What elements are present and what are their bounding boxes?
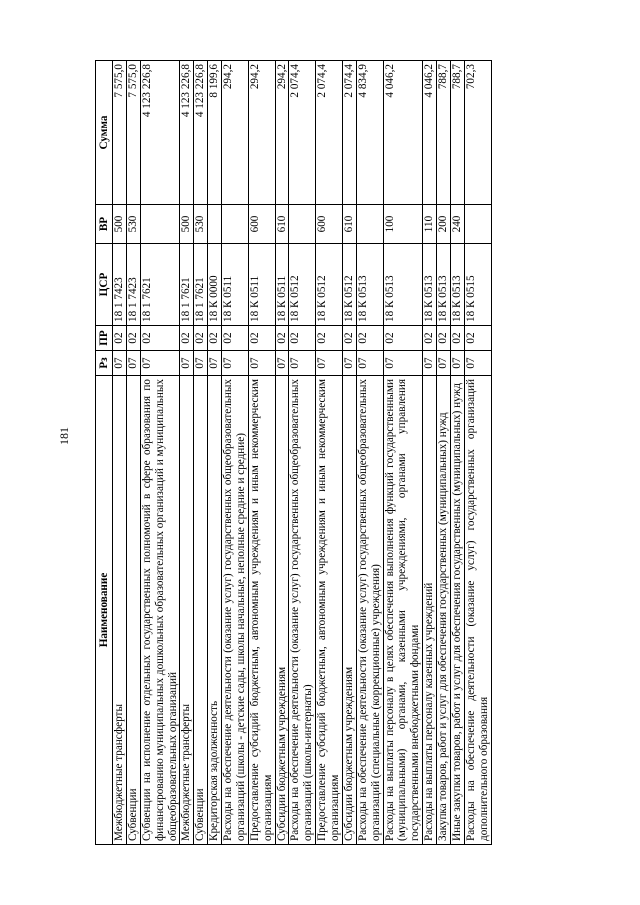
row-rz: 07: [140, 351, 180, 376]
row-rz: 07: [180, 351, 194, 376]
row-vr: [289, 205, 316, 244]
header-name: Наименование: [96, 376, 113, 845]
row-pr: 02: [342, 326, 356, 351]
row-name: Межбюджетные трансферты: [113, 376, 127, 845]
row-name: Субвенции: [126, 376, 140, 845]
table-row: [464, 61, 491, 845]
row-csr: 18 К 0512: [342, 244, 356, 326]
row-csr: 18 К 0511: [248, 244, 275, 326]
row-pr: 02: [316, 326, 343, 351]
table-row: [437, 61, 451, 845]
row-rz: 07: [289, 351, 316, 376]
row-csr: 18 К 0512: [316, 244, 343, 326]
row-name: Межбюджетные трансферты: [180, 376, 194, 845]
row-vr: [140, 205, 180, 244]
row-vr: 600: [248, 205, 275, 244]
row-vr: [208, 205, 222, 244]
row-vr: [464, 205, 491, 244]
row-vr: 600: [316, 205, 343, 244]
row-rz: 07: [450, 351, 464, 376]
row-name: Субвенции на исполнение отдельных государственных полномочий в сфере образования по финансированию муниципальных дошкольных образовательных организаций и муниципальных общеобразовательных организаций: [140, 376, 180, 845]
row-pr: 02: [194, 326, 208, 351]
row-name: Кредиторская задолженность: [208, 376, 222, 845]
table-row: [316, 61, 343, 845]
header-rz: Рз: [96, 351, 113, 376]
row-pr: 02: [113, 326, 127, 351]
row-rz: 07: [248, 351, 275, 376]
row-sum: 788,7: [437, 61, 451, 205]
row-name: Субсидии бюджетным учреждениям: [342, 376, 356, 845]
table-row: [342, 61, 356, 845]
header-csr: ЦСР: [96, 244, 113, 326]
row-vr: [222, 205, 249, 244]
table-row: [450, 61, 464, 845]
row-rz: 07: [126, 351, 140, 376]
row-pr: 02: [222, 326, 249, 351]
table-row: [248, 61, 275, 845]
table-row: [208, 61, 222, 845]
row-pr: 02: [248, 326, 275, 351]
row-name: Субсидии бюджетным учреждениям: [275, 376, 289, 845]
rotated-page-content: [95, 61, 604, 845]
row-pr: 02: [289, 326, 316, 351]
row-name: Расходы на обеспечение деятельности (оказание услуг) государственных организаций дополнительного образования: [464, 376, 491, 845]
row-vr: 610: [275, 205, 289, 244]
row-vr: 240: [450, 205, 464, 244]
row-sum: 702,3: [464, 61, 491, 205]
row-csr: 18 1 7621: [194, 244, 208, 326]
row-rz: 07: [113, 351, 127, 376]
row-pr: 02: [423, 326, 437, 351]
table-row: [383, 61, 423, 845]
row-sum: 788,7: [450, 61, 464, 205]
row-pr: 02: [180, 326, 194, 351]
row-rz: 07: [208, 351, 222, 376]
row-vr: 530: [194, 205, 208, 244]
row-pr: 02: [275, 326, 289, 351]
table-row: [423, 61, 437, 845]
row-sum: 2 074,4: [289, 61, 316, 205]
row-rz: 07: [383, 351, 423, 376]
row-sum: 294,2: [222, 61, 249, 205]
row-pr: 02: [437, 326, 451, 351]
table-row: [289, 61, 316, 845]
row-name: Расходы на обеспечение деятельности (оказание услуг) государственных общеобразовательных организаций (специальные (коррекционные) учреждения): [356, 376, 383, 845]
table-header-row: [96, 61, 113, 845]
row-rz: 07: [356, 351, 383, 376]
table-row: [180, 61, 194, 845]
row-name: Расходы на обеспечение деятельности (оказание услуг) государственных общеобразовательных организаций (школы-интернаты): [289, 376, 316, 845]
row-sum: 2 074,4: [342, 61, 356, 205]
row-pr: 02: [383, 326, 423, 351]
row-vr: 110: [423, 205, 437, 244]
row-csr: 18 К 0000: [208, 244, 222, 326]
row-csr: 18 К 0511: [222, 244, 249, 326]
row-sum: 4 046,2: [423, 61, 437, 205]
row-vr: 500: [180, 205, 194, 244]
row-csr: 18 К 0513: [437, 244, 451, 326]
table-row: [140, 61, 180, 845]
row-sum: 4 123 226,8: [180, 61, 194, 205]
row-sum: 4 123 226,8: [194, 61, 208, 205]
row-pr: 02: [140, 326, 180, 351]
row-pr: 02: [450, 326, 464, 351]
row-csr: 18 К 0511: [275, 244, 289, 326]
row-name: Расходы на выплаты персоналу в целях обеспечения выполнения функций государственными (муниципальными) органами, казенными учреждениями, органами управления государственными внебюджетными фондами: [383, 376, 423, 845]
header-sum: Сумма: [96, 61, 113, 205]
row-name: Предоставление субсидий бюджетным, автономным учреждениям и иным некоммерческим организациям: [248, 376, 275, 845]
row-pr: 02: [464, 326, 491, 351]
row-vr: 200: [437, 205, 451, 244]
row-csr: 18 1 7423: [126, 244, 140, 326]
table-row: [126, 61, 140, 845]
row-name: Предоставление субсидий бюджетным, автономным учреждениям и иным некоммерческим организациям: [316, 376, 343, 845]
row-rz: 07: [275, 351, 289, 376]
row-vr: [356, 205, 383, 244]
row-sum: 4 046,2: [383, 61, 423, 205]
row-vr: 610: [342, 205, 356, 244]
table-row: [356, 61, 383, 845]
row-sum: 7 575,0: [113, 61, 127, 205]
row-name: Расходы на обеспечение деятельности (оказание услуг) государственных общеобразовательных организаций (школы - детские сады, школы начальные, неполные средние и средние): [222, 376, 249, 845]
row-name: Иные закупки товаров, работ и услуг для обеспечения государственных (муниципальных) нужд: [450, 376, 464, 845]
row-rz: 07: [423, 351, 437, 376]
row-pr: 02: [208, 326, 222, 351]
row-sum: 294,2: [248, 61, 275, 205]
row-csr: 18 К 0512: [289, 244, 316, 326]
row-csr: 18 1 7423: [113, 244, 127, 326]
row-csr: 18 1 7621: [140, 244, 180, 326]
table-row: [113, 61, 127, 845]
row-sum: 4 834,9: [356, 61, 383, 205]
row-sum: 2 074,4: [316, 61, 343, 205]
row-csr: 18 1 7621: [180, 244, 194, 326]
row-vr: 100: [383, 205, 423, 244]
row-name: Расходы на выплаты персоналу казенных учреждений: [423, 376, 437, 845]
table-row: [194, 61, 208, 845]
row-sum: 294,2: [275, 61, 289, 205]
row-csr: 18 К 0513: [356, 244, 383, 326]
row-csr: 18 К 0513: [383, 244, 423, 326]
row-sum: 8 199,6: [208, 61, 222, 205]
table-row: [275, 61, 289, 845]
row-vr: 530: [126, 205, 140, 244]
page-number: 181: [57, 427, 71, 445]
row-pr: 02: [126, 326, 140, 351]
row-rz: 07: [437, 351, 451, 376]
budget-table: [95, 60, 492, 845]
row-name: Субвенции: [194, 376, 208, 845]
row-sum: 7 575,0: [126, 61, 140, 205]
row-name: Закупка товаров, работ и услуг для обеспечения государственных (муниципальных) нужд: [437, 376, 451, 845]
row-csr: 18 К 0513: [423, 244, 437, 326]
table-row: [222, 61, 249, 845]
row-rz: 07: [316, 351, 343, 376]
row-pr: 02: [356, 326, 383, 351]
row-rz: 07: [194, 351, 208, 376]
header-vr: ВР: [96, 205, 113, 244]
row-vr: 500: [113, 205, 127, 244]
row-rz: 07: [464, 351, 491, 376]
row-csr: 18 К 0515: [464, 244, 491, 326]
row-csr: 18 К 0513: [450, 244, 464, 326]
row-sum: 4 123 226,8: [140, 61, 180, 205]
row-rz: 07: [342, 351, 356, 376]
header-pr: ПР: [96, 326, 113, 351]
row-rz: 07: [222, 351, 249, 376]
